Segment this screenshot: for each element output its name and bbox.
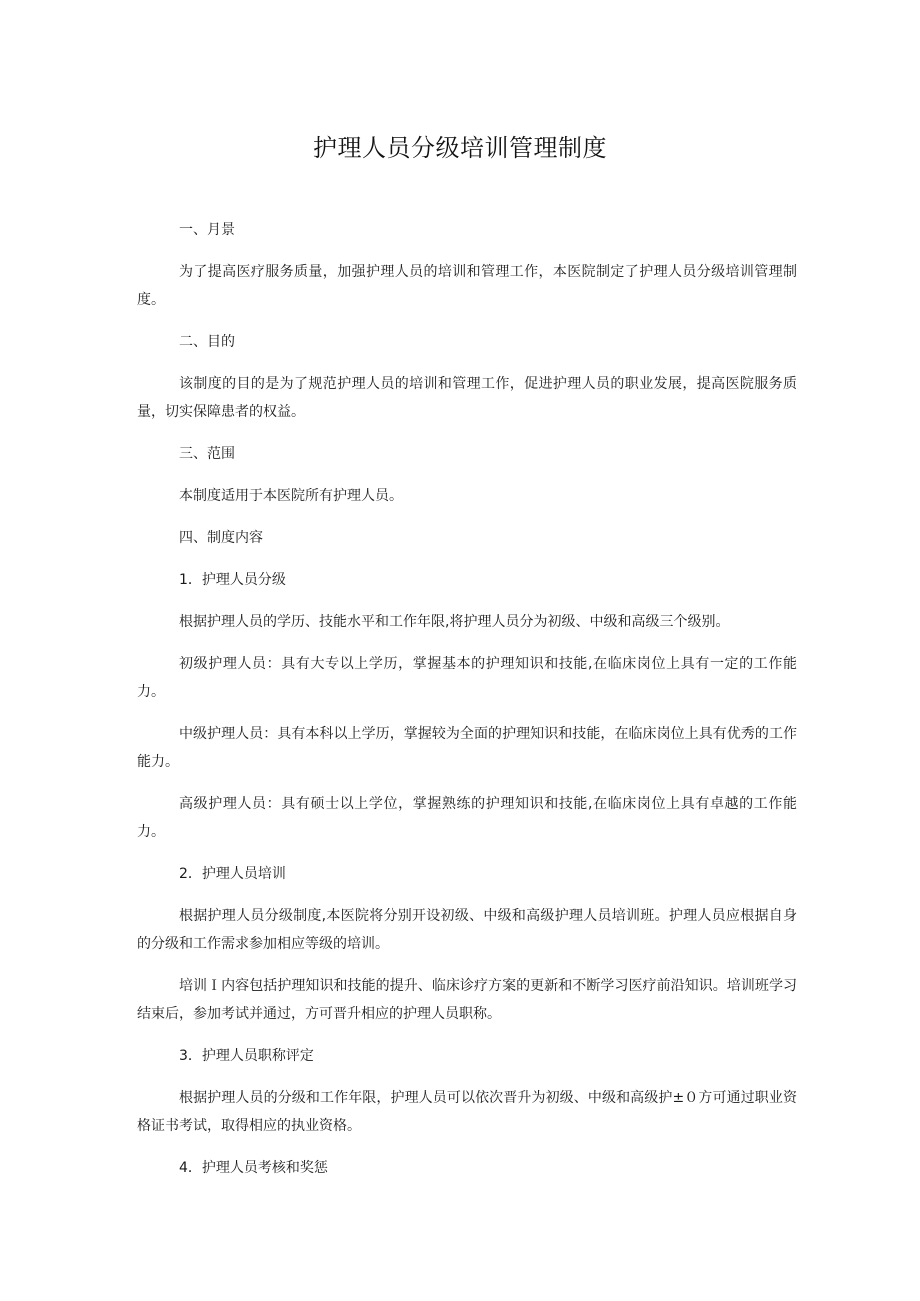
paragraph-training-classes: 根据护理人员分级制度,本医院将分别开设初级、中级和高级护理人员培训班。护理人员应根据自身的分级和工作需求参加相应等级的培训。 bbox=[137, 908, 797, 952]
document-title: 护理人员分级培训管理制度 bbox=[313, 134, 607, 162]
section-heading-purpose: 二、目的 bbox=[179, 334, 235, 350]
section-heading-scope: 三、范围 bbox=[179, 446, 235, 462]
paragraph-intermediate: 中级护理人员：具有本科以上学历，掌握较为全面的护理知识和技能，在临床岗位上具有优秀的工作能力。 bbox=[137, 726, 797, 770]
subsection-heading-grading: 1．护理人员分级 bbox=[179, 572, 286, 588]
subsection-heading-training: 2．护理人员培训 bbox=[179, 866, 286, 882]
paragraph-scope: 本制度适用于本医院所有护理人员。 bbox=[179, 488, 403, 504]
section-heading-content: 四、制度内容 bbox=[179, 530, 263, 546]
paragraph-title-evaluation: 根据护理人员的分级和工作年限，护理人员可以依次晋升为初级、中级和高级护±０方可通过职业资格证书考试，取得相应的执业资格。 bbox=[137, 1090, 797, 1134]
subsection-heading-assessment: 4．护理人员考核和奖惩 bbox=[179, 1160, 328, 1176]
section-heading-background: 一、月景 bbox=[179, 222, 235, 238]
paragraph-background: 为了提高医疗服务质量，加强护理人员的培训和管理工作，本医院制定了护理人员分级培训管理制度。 bbox=[137, 264, 797, 308]
document-body bbox=[137, 216, 797, 1196]
paragraph-grading: 根据护理人员的学历、技能水平和工作年限,将护理人员分为初级、中级和高级三个级别。 bbox=[179, 614, 730, 630]
subsection-heading-title-evaluation: 3．护理人员职称评定 bbox=[179, 1048, 314, 1064]
paragraph-senior: 高级护理人员：具有硕士以上学位，掌握熟练的护理知识和技能,在临床岗位上具有卓越的工作能力。 bbox=[137, 796, 797, 840]
paragraph-purpose: 该制度的目的是为了规范护理人员的培训和管理工作，促进护理人员的职业发展，提高医院服务质量，切实保障患者的权益。 bbox=[137, 376, 797, 420]
paragraph-junior: 初级护理人员：具有大专以上学历，掌握基本的护理知识和技能,在临床岗位上具有一定的工作能力。 bbox=[137, 656, 797, 700]
paragraph-training-content: 培训Ｉ内容包括护理知识和技能的提升、临床诊疗方案的更新和不断学习医疗前沿知识。培训班学习结束后，参加考试并通过，方可晋升相应的护理人员职称。 bbox=[137, 978, 797, 1022]
